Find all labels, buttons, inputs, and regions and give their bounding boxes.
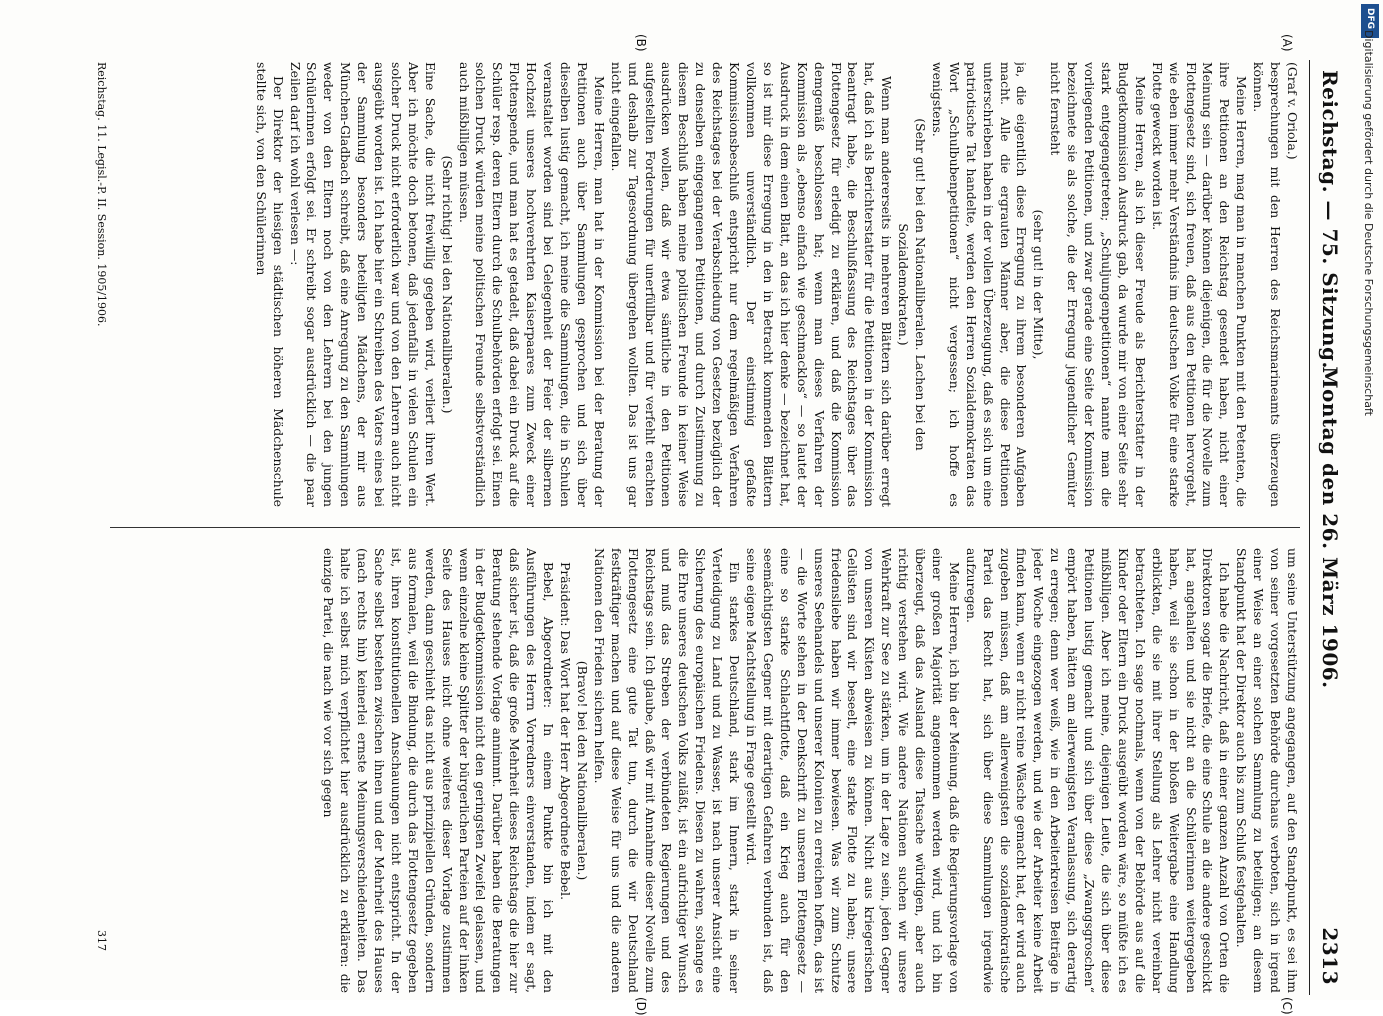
margin-mark-b: (B) [634, 34, 648, 52]
paragraph: Meine Herren, ich bin der Meinung, daß die Regierungsvorlage von einer großen Majorität angenommen werden wird, und ich bin überzeugt, daß das Ausland diese Tatsache würdigen, aber auch richtig verstehen wird. Wie andere Nationen suchen wir unsere Wehrkraft zur See zu stärken, um in der Lage zu sein, jeden Gegner von unseren Küsten abweisen zu können. Nicht aus kriegerischen Gelüsten sind wir beseelt, eine starke Flotte zu haben; unsere friedensliebe haben wir immer bewiesen. Was wir zum Schutze unseres Seehandels und unserer Kolonien zu erreichen hoffen, das ist — die Worte stehen in der Denkschrift zu unserem Flottengesetz — eine so starke Schlachtflotte, daß ein Krieg auch für den seemächtigsten Gegner mit derartigen Gefahren verbunden ist, daß seine eigene Machtstellung in Frage gestellt wird. [744, 548, 962, 993]
paragraph: Ich habe die Nachricht, daß in einer ganzen Anzahl von Orten die Direktoren sogar die Briefe, die eine Schule an die andere geschickt hat, angehalten und sie nicht an die Schülerinnen weitergegeben haben, weil sie schon in der bloßen Weitergabe eine Handlung erblickten, die sie mit ihrer Stellung als Lehrer nicht vereinbar betrachteten. Ich sage nochmals, wenn von der Behörde aus auf die Kinder oder Eltern ein Druck ausgeübt worden wäre, so müßte ich es mißbilligen. Aber ich meine, diejenigen Leute, die sich über diese Petitionen lustig gemacht und sich über diese „Zwangsgroschen“ empört haben, hätten am allerwenigsten Veranlassung, sich derartig zu erregen; denn wer weiß, wie in den Arbeiterkreisen Beiträge in jeder Woche eingezogen werden, und wie der Arbeiter keine Arbeit finden kann, wenn er nicht reine Wäsche gemacht hat, der wird auch zugeben müssen, daß am allerwenigsten die sozialdemokratische Partei das Recht hat, sich über diese Sammlungen irgendwie aufzuregen. [963, 548, 1233, 993]
paragraph: Wenn man andererseits in mehreren Blättern sich darüber erregt hat, daß ich als Berichterstatter für die Petitionen in der Kommission beantragt habe, die Beschlußfassung des Reichstages über das Flottengesetz für erledigt zu erklären, und daß die Kommission demgemäß beschlossen hat; wenn man dieses Verfahren der Kommission als „ebenso einfach wie geschmacklos“ — so lautet der Ausdruck in dem einen Blatt, an das ich hier denke — bezeichnet hat, so ist mir diese Erregung in den in Betracht kommenden Blättern vollkommen unverständlich. Der einstimmig gefaßte Kommissionsbeschluß entspricht nur dem regelmäßigen Verfahren des Reichstages bei der Verabschiedung von Gesetzen bezüglich der zu denselben eingegangenen Petitionen, und durch Zustimmung zu diesem Beschluß haben meine politischen Freunde in keiner Weise ausdrücken wollen, daß wir etwa sämtliche in den Petitionen aufgestellten Forderungen für unerfüllbar und für verfehlt erachten und deshalb zur Tagesordnung übergehen wollten. Das ist uns gar nicht eingefallen. [608, 62, 895, 507]
paragraph: Meine Herren, man hat in der Kommission bei der Beratung der Petitionen auch über Sammlungen gesprochen und sich über dieselben lustig gemacht, ich meine die Sammlungen, die in Schulen veranstaltet worden sind bei Gelegenheit der Feier der silbernen Hochzeit unseres hochverehrten Kaiserpaares zum Zweck einer Flottenspende, und man hat es getadelt, daß dabei ein Druck auf die Schüler resp. deren Eltern durch die Schulbehörden erfolgt sei. Einen solchen Druck würden meine politischen Freunde selbstverständlich auch mißbilligen müssen. [456, 62, 607, 507]
paragraph: ja, die eigentlich diese Erregung zu ihrem besonderen Aufgaben macht. Alle die ergrauten Männer aber, die diese Petitionen unterschrieben haben in der vollen Überzeugung, daß es sich um eine patriotische Tat handelte, werden den Herren Sozialdemokraten das Wort „Schulbubenpetitionen“ nicht vergessen; ich hoffe es wenigstens. [929, 62, 1030, 507]
header-left: Reichstag. — 75. Sitzung. [1318, 70, 1342, 369]
paragraph: Meine Herren, mag man in manchen Punkten mit den Petenten, die ihre Petitionen an den Reichstag gesendet haben, nicht einer Meinung sein — darüber können diejenigen, die für die Novelle zum Flottengesetz sind, sich freuen, daß aus den Petitionen hervorgeht, wie eben immer mehr Verständnis im deutschen Volke für eine starke Flotte geweckt worden ist. [1149, 62, 1250, 507]
interjection: (sehr gut! in der Mitte), [1031, 209, 1047, 360]
paragraph: um seine Unterstützung angegangen, auf den Standpunkt, es sei ihm von seiner vorgesetzten Behörde durchaus verboten, sich in irgend einer Weise an einer solchen Sammlung zu beteiligen; an diesem Standpunkt hat der Direktor auch bis zum Schluß festgehalten. [1234, 548, 1300, 993]
interjection: (Sehr richtig! bei den Nationalliberalen.) [439, 155, 455, 414]
paragraph: besprechungen mit den Herren des Reichsmarineamts überzeugen können. [1251, 62, 1284, 507]
interjection: (Bravo! bei den Nationalliberalen.) [574, 660, 590, 881]
left-column [110, 62, 1300, 507]
margin-mark-d: (D) [634, 997, 648, 1016]
digitization-note-text: Digitalisierung gefördert durch die Deutsche Forschungsgemeinschaft [1362, 30, 1375, 416]
page-number: 2313 [1318, 927, 1342, 985]
header-date: Montag den 26. März 1906. [1318, 366, 1342, 689]
header-rule [1309, 60, 1310, 995]
margin-mark-c: (C) [1280, 997, 1294, 1015]
footer-sheet-number: 317 [95, 930, 108, 951]
page-header [1308, 60, 1348, 995]
footer-left: Reichstag. 11. Legisl.-P. II. Session. 1905/1906. [95, 62, 108, 327]
interjection: (Sehr gut! bei den Nationalliberalen. Lachen bei den Sozialdemokraten.) [896, 118, 929, 451]
margin-mark-a: (A) [1280, 34, 1294, 52]
speaker-head: (Graf v. Oriola.) [1285, 62, 1300, 160]
quote-paragraph: Der Direktor der hiesigen städtischen höheren Mädchenschule stellte sich, von den Schülerinnen [253, 62, 286, 507]
right-column [110, 548, 1300, 993]
paragraph: Ein starkes Deutschland, stark im Innern, stark in seiner Verteidigung zu Land und zu Wasser, ist nach unserer Ansicht eine Sicherung des europäischen Friedens. Diesen zu wahren, solange es die Ehre unseres deutschen Volks zuläßt, ist ein aufrichtiger Wunsch und muß das Streben der verbündeten Regierungen und des Reichstags sein. Ich glaube, daß wir mit Annahme dieser Novelle zum Flottengesetz eine gute Tat tun, durch die wir Deutschland festkräftiger machen und auf diese Weise für uns und die anderen Nationen den Frieden sichern helfen. [591, 548, 743, 993]
paragraph: Meine Herren, als ich dieser Freude als Berichterstatter in der Budgetkommission Ausdruck gab, da wurde mir von einer Seite sehr stark entgegengetreten; „Schuljungenpetitionen“ nannte man die vorliegenden Petitionen, und zwar gerade eine Seite der Kommission bezeichnete sie als solche, die der Erregung jugendlicher Gemüter nicht fernsteht [1048, 62, 1148, 507]
paragraph: Bebel, Abgeordneter: In einem Punkte bin ich mit den Ausführungen des Herrn Vorredners einverstanden, indem er sagt, daß sicher ist, daß die große Mehrheit dieses Reichstags die hier zur Beratung stehende Vorlage annimmt. Darüber haben die Beratungen in der Budgetkommission nicht den geringsten Zweifel gelassen, und wenn einzelne kleine Splitter der bürgerlichen Parteien auf der linken Seite des Hauses nicht ohne weiteres dieser Vorlage zustimmen werden, dann geschieht das nicht aus prinzipiellen Gründen, sondern aus formalen, weil die Bindung, die durch das Flottengesetz gegeben ist, ihren konstitutionellen Anschauungen nicht entspricht. In der Sache selbst bestehen zwischen ihnen und der Mehrheit des Hauses (nach rechts hin) keinerlei ernste Meinungsverschiedenheiten. Das halte ich selbst mich verpflichtet hier ausdrücklich zu erklären: die einzige Partei, die nach wie vor sich gegen [321, 548, 557, 993]
column-divider [110, 527, 1300, 528]
dfg-logo-text: DFG [1365, 8, 1375, 30]
digitization-note [1360, 30, 1378, 980]
paragraph: Eine Sache, die nicht freiwillig gegeben wird, verliert ihren Wert. Aber ich möchte doch betonen, daß jedenfalls in vielen Schulen ein solcher Druck nicht erforderlich war und von den Lehrern auch nicht ausgeübt worden ist. Ich habe hier ein Schreiben des Vaters eines bei der Sammlung besonders beteiligten Mädchens, der mir aus München-Gladbach schreibt, daß eine Anregung zu den Sammlungen weder von den Eltern noch von den Lehrern bei den jungen Schülerinnen erfolgt sei. Er schreibt sogar ausdrücklich — die paar Zeilen darf ich wohl verlesen —: [287, 62, 438, 507]
president-line: Präsident: Das Wort hat der Herr Abgeordnete Bebel. [558, 562, 574, 901]
page-content [84, 34, 1348, 1016]
